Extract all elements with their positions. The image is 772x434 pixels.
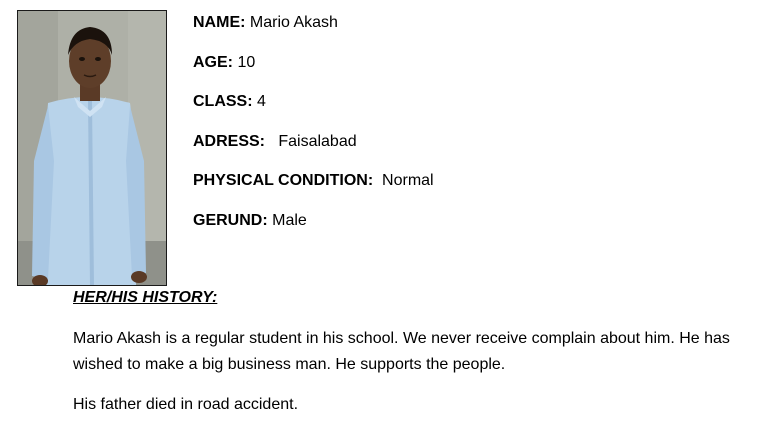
age-label: AGE: (193, 53, 233, 71)
gender-value: Male (267, 211, 307, 229)
class-label: CLASS: (193, 93, 253, 110)
physical-condition-field (193, 169, 434, 192)
address-field (193, 130, 434, 153)
name-label: NAME: (193, 14, 246, 31)
physical-condition-label: PHYSICAL CONDITION: (193, 172, 374, 189)
history-heading: HER/HIS HISTORY: (73, 289, 218, 306)
age-field (193, 51, 434, 74)
address-value: Faisalabad (265, 132, 357, 150)
student-info (193, 11, 434, 248)
address-label: ADRESS: (193, 132, 266, 150)
class-value: 4 (252, 93, 266, 110)
gender-label: GERUND: (193, 211, 268, 229)
name-field (193, 11, 434, 34)
physical-condition-value: Normal (373, 172, 434, 189)
name-value: Mario Akash (245, 14, 338, 31)
history-body (73, 326, 733, 432)
history-paragraph: His father died in road accident. (73, 396, 299, 413)
age-value: 10 (233, 53, 256, 71)
student-photo (17, 10, 167, 286)
student-photo-illustration (18, 11, 167, 286)
class-field (193, 90, 434, 113)
gender-field (193, 209, 434, 232)
history-paragraph: Mario Akash is a regular student in his school. We never receive complain about him. He has wished to make a big business man. He supports the people. (73, 330, 730, 373)
